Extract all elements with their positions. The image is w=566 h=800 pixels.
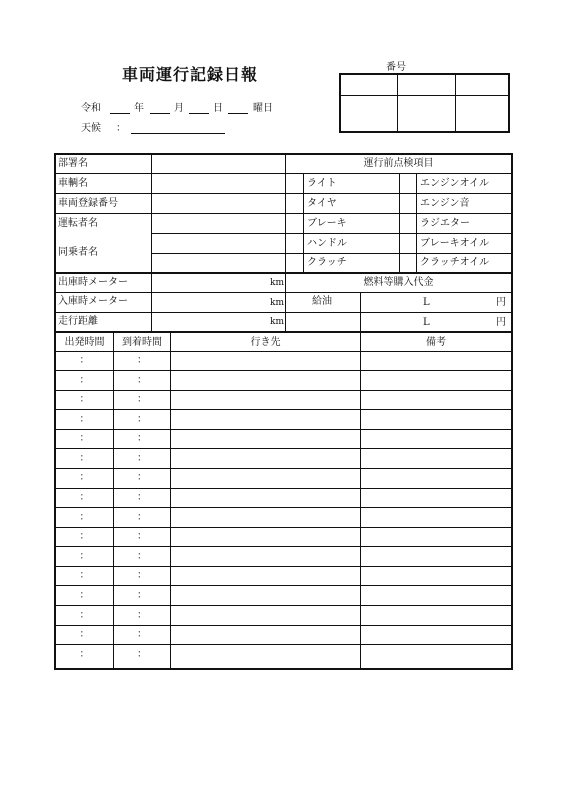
inspection-item: エンジンオイル: [420, 178, 489, 189]
check-radiator[interactable]: [401, 216, 415, 232]
check-light[interactable]: [287, 176, 302, 192]
month-field[interactable]: [150, 113, 170, 114]
fuel-header: 燃料等購入代金: [363, 277, 434, 288]
inspection-item: タイヤ: [307, 198, 337, 209]
arrival-time-colon[interactable]: ：: [137, 492, 147, 503]
arrival-time-colon[interactable]: ：: [137, 629, 147, 640]
fuel-liter-input[interactable]: [362, 314, 420, 330]
depart-km-unit: km: [270, 278, 284, 288]
arrival-time-colon[interactable]: ：: [137, 453, 147, 464]
inspection-item: クラッチオイル: [420, 257, 490, 268]
col-arrival-header: 到着時間: [122, 337, 162, 348]
departure-time-colon[interactable]: ：: [79, 610, 90, 621]
departure-time-colon[interactable]: ：: [79, 629, 90, 640]
departure-time-colon[interactable]: ：: [79, 355, 90, 366]
year-field[interactable]: [110, 113, 130, 114]
weather-label: 天候: [81, 123, 101, 134]
department-input[interactable]: [153, 156, 284, 172]
arrival-time-colon[interactable]: ：: [137, 355, 147, 366]
depart-meter-label: 出庫時メーター: [58, 277, 128, 288]
departure-time-colon[interactable]: ：: [79, 649, 90, 660]
refuel-label: 給油: [312, 296, 332, 307]
inspection-header: 運行前点検項目: [363, 158, 434, 169]
arrival-time-colon[interactable]: ：: [137, 551, 147, 562]
departure-time-colon[interactable]: ：: [79, 453, 90, 464]
departure-time-colon[interactable]: ：: [79, 394, 90, 405]
arrival-time-colon[interactable]: ：: [137, 512, 147, 523]
weekday-label: 曜日: [253, 103, 273, 114]
departure-time-colon[interactable]: ：: [79, 570, 90, 581]
number-cell-3[interactable]: [456, 95, 508, 132]
arrival-time-colon[interactable]: ：: [137, 472, 147, 483]
return-km-unit: km: [270, 298, 284, 308]
weather-field[interactable]: [131, 133, 225, 134]
driver-input[interactable]: [153, 215, 284, 232]
weekday-field[interactable]: [228, 113, 248, 114]
registration-label: 車両登録番号: [58, 198, 118, 209]
refuel-yen-unit: 円: [496, 297, 506, 308]
inspection-item: ブレーキオイル: [420, 238, 490, 249]
arrival-time-colon[interactable]: ：: [137, 649, 147, 660]
departure-time-colon[interactable]: ：: [79, 551, 90, 562]
vehicle-name-input[interactable]: [153, 175, 284, 192]
vehicle-name-label: 車輌名: [58, 178, 88, 189]
return-meter-input[interactable]: [153, 294, 263, 311]
check-clutch-oil[interactable]: [401, 256, 415, 271]
distance-label: 走行距離: [58, 316, 98, 327]
arrival-time-colon[interactable]: ：: [137, 610, 147, 621]
fuel-type-input[interactable]: [287, 314, 359, 330]
check-brake[interactable]: [287, 216, 302, 232]
distance-km-unit: km: [270, 317, 284, 327]
col-departure-header: 出発時間: [64, 337, 105, 348]
passenger-label: 同乗者名: [58, 247, 98, 258]
inspection-item: ライト: [307, 178, 337, 189]
month-label: 月: [174, 103, 184, 114]
departure-time-colon[interactable]: ：: [79, 414, 90, 425]
document-title: 車両運行記録日報: [121, 65, 258, 84]
inspection-item: ハンドル: [307, 238, 347, 249]
weather-colon: ：: [116, 123, 126, 134]
number-label: 番号: [386, 62, 406, 73]
inspection-item: エンジン音: [420, 198, 470, 209]
check-engine-sound[interactable]: [401, 196, 415, 212]
driver-label: 運転者名: [58, 218, 98, 229]
check-brake-oil[interactable]: [401, 236, 415, 252]
col-destination-header: 行き先: [250, 337, 281, 348]
registration-input[interactable]: [153, 195, 284, 212]
arrival-time-colon[interactable]: ：: [137, 570, 147, 581]
refuel-liter-unit: L: [423, 297, 430, 308]
number-cell-1[interactable]: [341, 95, 395, 132]
arrival-time-colon[interactable]: ：: [137, 375, 147, 386]
remarks-column-inputs[interactable]: [361, 352, 511, 668]
check-clutch[interactable]: [287, 256, 302, 271]
departure-time-colon[interactable]: ：: [79, 492, 90, 503]
return-meter-label: 入庫時メーター: [58, 296, 128, 307]
distance-input[interactable]: [153, 314, 263, 330]
number-cell-2[interactable]: [398, 95, 453, 132]
vehicle-log-table: [54, 153, 513, 670]
col-remarks-header: 備考: [426, 337, 446, 348]
departure-time-colon[interactable]: ：: [79, 590, 90, 601]
departure-time-colon[interactable]: ：: [79, 531, 90, 542]
destination-column-inputs[interactable]: [171, 352, 360, 668]
day-field[interactable]: [189, 113, 209, 114]
inspection-item: ブレーキ: [307, 218, 347, 229]
fuel-yen-unit: 円: [496, 317, 506, 328]
refuel-yen-input[interactable]: [436, 294, 492, 311]
departure-time-colon[interactable]: ：: [79, 472, 90, 483]
department-label: 部署名: [58, 158, 88, 169]
era-label: 令和: [81, 103, 101, 114]
fuel-yen-input[interactable]: [436, 314, 492, 330]
check-engine-oil[interactable]: [401, 176, 415, 192]
refuel-liter-input[interactable]: [362, 294, 420, 311]
arrival-time-colon[interactable]: ：: [137, 414, 147, 425]
arrival-time-colon[interactable]: ：: [137, 394, 147, 405]
passenger-input[interactable]: [153, 235, 284, 271]
departure-time-colon[interactable]: ：: [79, 375, 90, 386]
departure-time-colon[interactable]: ：: [79, 433, 90, 444]
year-label: 年: [134, 103, 144, 114]
check-tire[interactable]: [287, 196, 302, 212]
inspection-item: ラジエター: [420, 218, 470, 229]
arrival-time-colon[interactable]: ：: [137, 590, 147, 601]
day-label: 日: [213, 103, 223, 114]
check-steering[interactable]: [287, 236, 302, 252]
departure-time-colon[interactable]: ：: [79, 512, 90, 523]
inspection-item: クラッチ: [307, 257, 347, 268]
depart-meter-input[interactable]: [153, 274, 263, 291]
arrival-time-colon[interactable]: ：: [137, 433, 147, 444]
arrival-time-colon[interactable]: ：: [137, 531, 147, 542]
fuel-liter-unit: L: [423, 317, 430, 328]
